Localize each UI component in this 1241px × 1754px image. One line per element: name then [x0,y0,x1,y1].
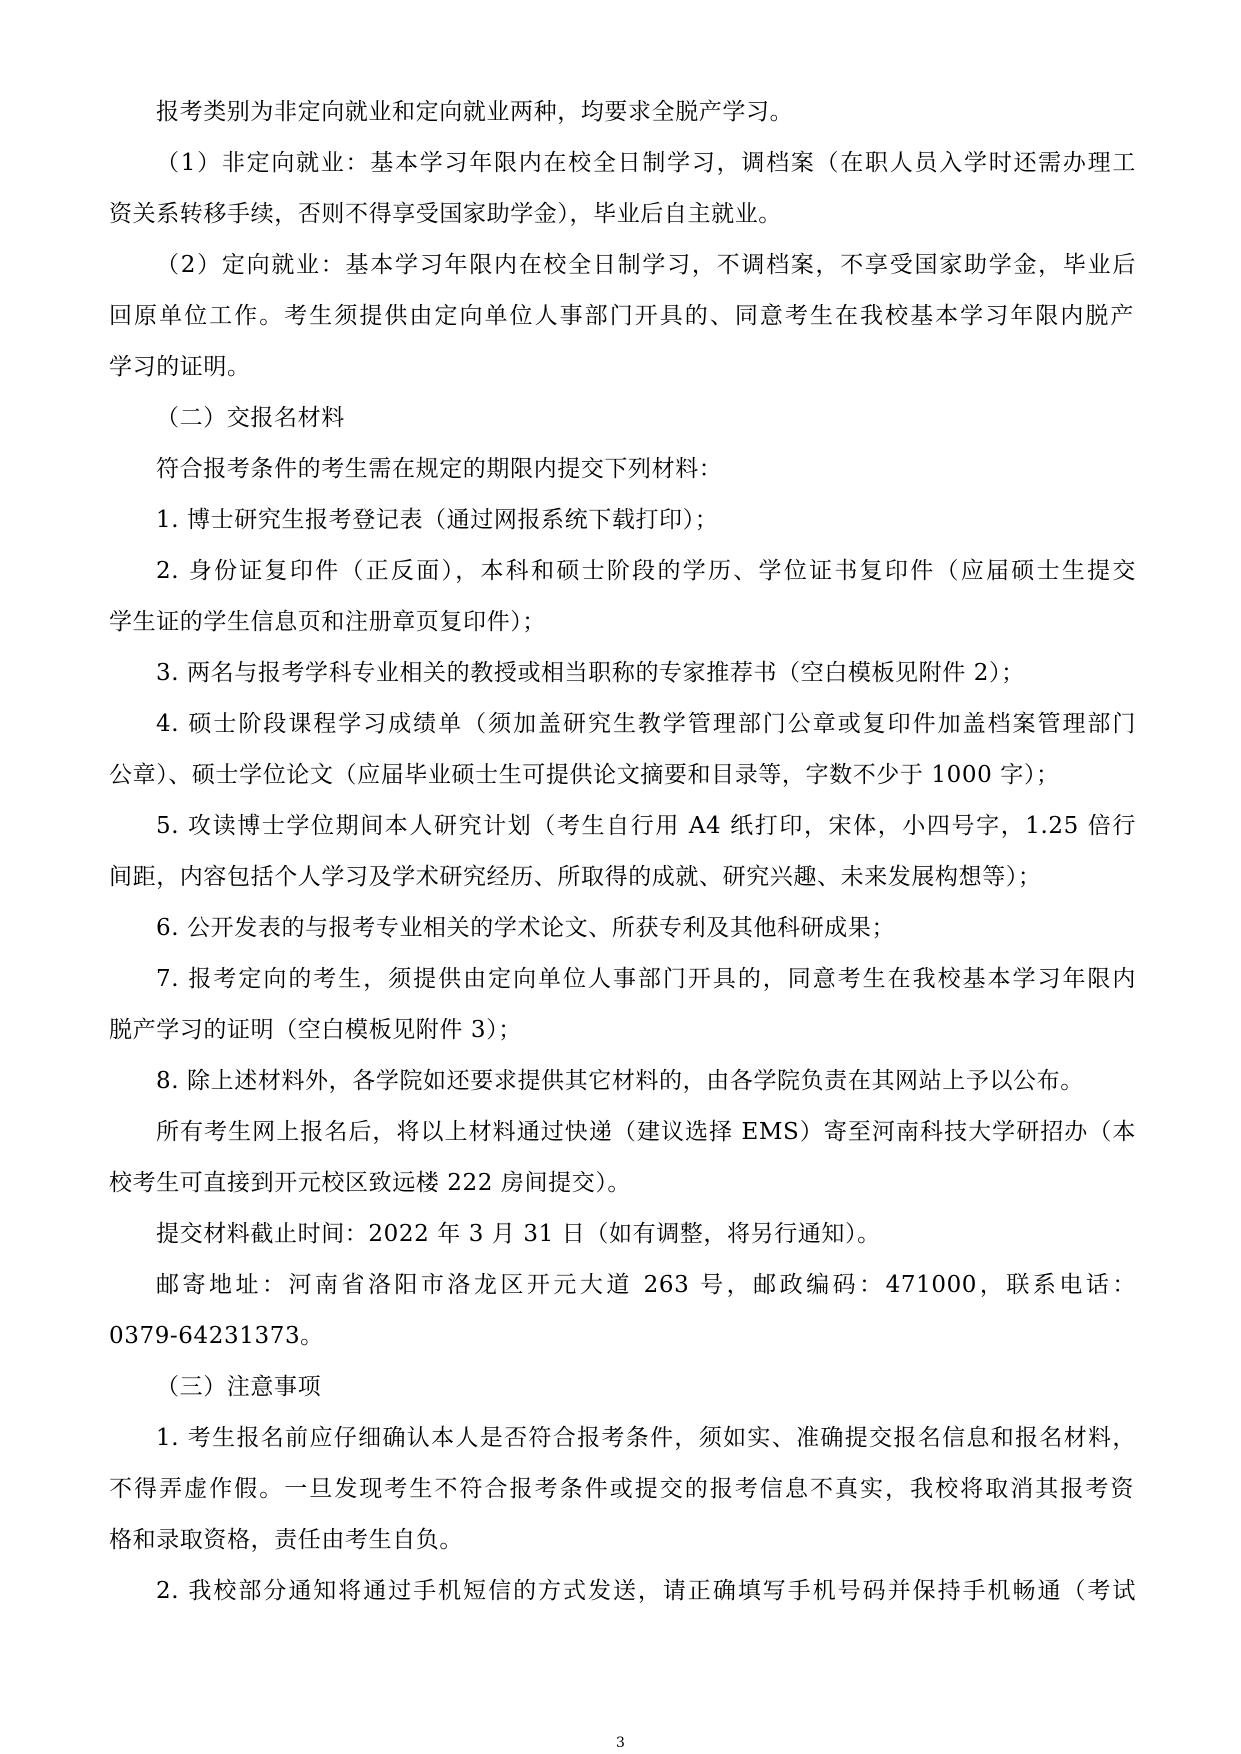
list-item: 3. 两名与报考学科专业相关的教授或相当职称的专家推荐书（空白模板见附件 2）； [156,660,1025,686]
text-line: 提交材料截止时间：2022 年 3 月 31 日（如有调整，将另行通知）。 [156,1221,881,1247]
text-line: 学生证的学生信息页和注册章页复印件）； [109,609,546,635]
text-line: （1）非定向就业：基本学习年限内在校全日制学习，调档案（在职人员入学时还需办理工 [156,150,1136,176]
list-item: 7. 报考定向的考生，须提供由定向单位人事部门开具的，同意考生在我校基本学习年限内 [156,966,1136,992]
text-line: 不得弄虚作假。一旦发现考生不符合报考条件或提交的报考信息不真实，我校将取消其报考资 [109,1476,1134,1502]
list-item: 2. 我校部分通知将通过手机短信的方式发送，请正确填写手机号码并保持手机畅通（考试 [156,1578,1136,1604]
list-item: 1. 考生报名前应仔细确认本人是否符合报考条件，须如实、准确提交报名信息和报名材料， [156,1425,1136,1451]
text-line: （2）定向就业：基本学习年限内在校全日制学习，不调档案，不享受国家助学金，毕业后 [156,252,1136,278]
text-line: 回原单位工作。考生须提供由定向单位人事部门开具的、同意考生在我校基本学习年限内脱产 [109,303,1134,329]
section-heading: （三）注意事项 [156,1374,322,1400]
text-line: 公章）、硕士学位论文（应届毕业硕士生可提供论文摘要和目录等，字数不少于 1000 字）； [109,762,1060,788]
page-number: 3 [616,1735,625,1751]
list-item: 8. 除上述材料外，各学院如还要求提供其它材料的，由各学院负责在其网站上予以公布。 [156,1068,1084,1094]
section-heading: （二）交报名材料 [156,405,345,431]
text-line: 校考生可直接到开元校区致远楼 222 房间提交）。 [109,1170,632,1196]
text-line: 脱产学习的证明（空白模板见附件 3）； [109,1017,522,1043]
text-line: 学习的证明。 [109,354,251,380]
text-line: 间距，内容包括个人学习及学术研究经历、所取得的成就、研究兴趣、未来发展构想等）； [109,864,1042,890]
text-line: 格和录取资格，责任由考生自负。 [109,1527,463,1553]
list-item: 2. 身份证复印件（正反面），本科和硕士阶段的学历、学位证书复印件（应届硕士生提交 [156,558,1136,584]
text-line: 资关系转移手续，否则不得享受国家助学金），毕业后自主就业。 [109,201,782,227]
text-line: 所有考生网上报名后，将以上材料通过快递（建议选择 EMS）寄至河南科技大学研招办（本 [156,1119,1136,1145]
text-line: 0379-64231373。 [109,1323,324,1349]
list-item: 1. 博士研究生报考登记表（通过网报系统下载打印）； [156,507,719,533]
text-line: 符合报考条件的考生需在规定的期限内提交下列材料： [156,456,723,482]
text-line: 邮寄地址：河南省洛阳市洛龙区开元大道 263 号，邮政编码：471000，联系电话： [156,1272,1136,1298]
list-item: 5. 攻读博士学位期间本人研究计划（考生自行用 A4 纸打印，宋体，小四号字，1.25 倍行 [156,813,1136,839]
list-item: 4. 硕士阶段课程学习成绩单（须加盖研究生教学管理部门公章或复印件加盖档案管理部门 [156,711,1136,737]
text-line: 报考类别为非定向就业和定向就业两种，均要求全脱产学习。 [156,99,794,125]
list-item: 6. 公开发表的与报考专业相关的学术论文、所获专利及其他科研成果； [156,915,896,941]
